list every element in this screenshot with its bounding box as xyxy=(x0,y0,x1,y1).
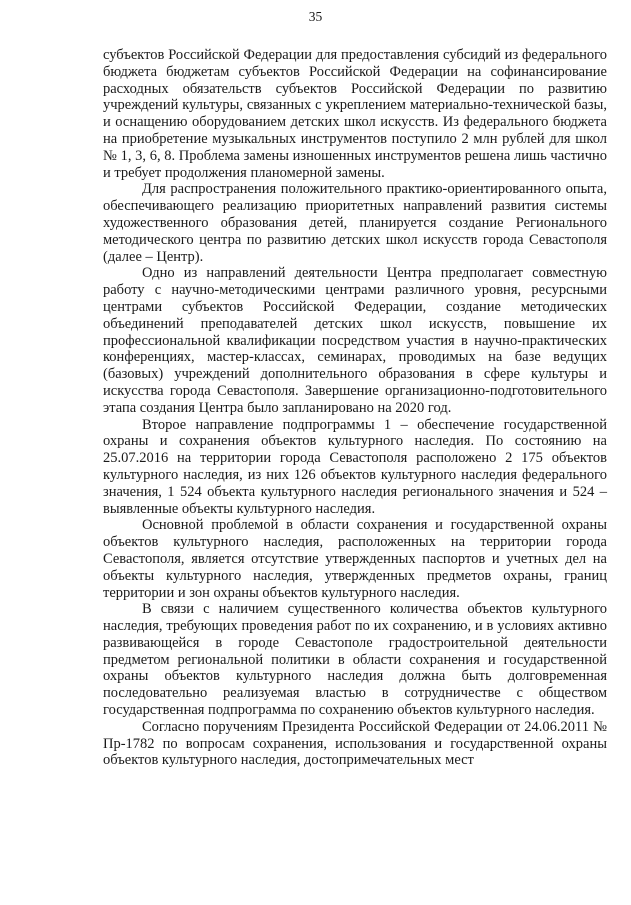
paragraph-3: Одно из направлений деятельности Центра предполагает совместную работу с научно-методическими центрами различного уровня, ресурсными центрами субъектов Российской Федерации, создание методических объединений преподавателей детских школ искусств, повышение их профессиональной квалификации посредством участия в научно-практических конференциях, мастер-классах, семинарах, проводимых на базе ведущих (базовых) учреждений дополнительного образования в сфере культуры и искусства города Севастополя. Завершение организационно-подготовительного этапа создания Центра было запланировано на 2020 год. xyxy=(103,265,607,416)
paragraph-1: субъектов Российской Федерации для предоставления субсидий из федерального бюджета бюджетам субъектов Российской Федерации на софинансирование расходных обязательств субъектов Российской Федерации по развитию учреждений культуры, связанных с укреплением материально-технической базы, и оснащению оборудованием детских школ искусств. Из федерального бюджета на приобретение музыкальных инструментов поступило 2 млн рублей для школ № 1, 3, 6, 8. Проблема замены изношенных инструментов решена лишь частично и требует продолжения планомерной замены. xyxy=(103,47,607,181)
paragraph-7: Согласно поручениям Президента Российской Федерации от 24.06.2011 № Пр-1782 по вопросам сохранения, использования и государственной охраны объектов культурного наследия, достопримечательных мест xyxy=(103,718,607,769)
paragraph-4: Второе направление подпрограммы 1 – обеспечение государственной охраны и сохранения объектов культурного наследия. По состоянию на 25.07.2016 на территории города Севастополя расположено 2 175 объектов культурного наследия, из них 126 объектов культурного наследия федерального значения, 1 524 объекта культурного наследия регионального значения и 524 – выявленные объекты культурного наследия. xyxy=(103,416,607,517)
page-number: 35 xyxy=(308,9,323,24)
paragraph-2: Для распространения положительного практико-ориентированного опыта, обеспечивающего реализацию приоритетных направлений развития системы художественного образования детей, планируется создание Регионального методического центра по развитию детских школ искусств города Севастополя (далее – Центр). xyxy=(103,181,607,265)
paragraph-5: Основной проблемой в области сохранения и государственной охраны объектов культурного наследия, расположенных на территории города Севастополя, является отсутствие утвержденных паспортов и учетных дел на объекты культурного наследия, утвержденных предметов охраны, границ территории и зон охраны объектов культурного наследия. xyxy=(103,517,607,601)
paragraph-6: В связи с наличием существенного количества объектов культурного наследия, требующих проведения работ по их сохранению, и в условиях активно развивающейся в городе Севастополе градостроительной деятельности предметом региональной политики в области сохранения и государственной охраны объектов культурного наследия должна быть долговременная последовательно реализуемая властью в сотрудничестве с обществом государственная подпрограмма по сохранению объектов культурного наследия. xyxy=(103,601,607,719)
document-body xyxy=(103,47,607,769)
